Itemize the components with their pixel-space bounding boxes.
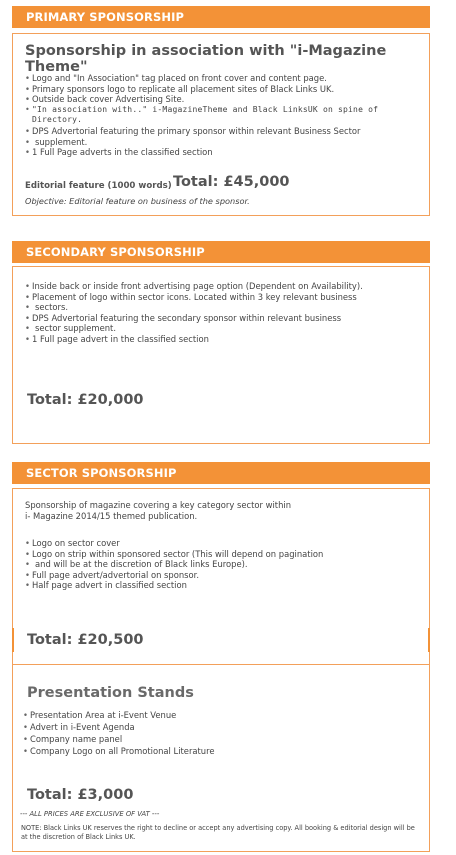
list-item: • Primary sponsors logo to replicate all placement sites of Black Links UK. — [25, 84, 425, 95]
primary-total: Total: £45,000 — [173, 174, 290, 190]
list-item: • Presentation Area at i-Event Venue — [23, 709, 423, 721]
stands-title: Presentation Stands — [27, 685, 194, 701]
booking-note — [21, 824, 431, 842]
secondary-sponsorship-header: SECONDARY SPONSORSHIP — [12, 241, 430, 263]
secondary-bullet-list — [25, 281, 425, 345]
booking-note-line: NOTE: Black Links UK reserves the right to decline or accept any advertising copy. All booking & editorial design will be — [21, 824, 415, 832]
list-item: • Logo on sector cover — [25, 538, 425, 549]
list-item: • "In association with.." i-MagazineTheme and Black LinksUK on spine of Directory. — [25, 105, 425, 126]
sector-total: Total: £20,500 — [27, 632, 144, 648]
primary-title: Sponsorship in association with "i-Magazine Theme" — [25, 43, 387, 75]
list-item: • Logo on strip within sponsored sector (This will depend on pagination — [25, 549, 425, 560]
list-item-continued: • and will be at the discretion of Black links Europe). — [25, 559, 425, 570]
list-item: • 1 Full Page adverts in the classified section — [25, 147, 425, 158]
sector-bullet-list — [25, 538, 425, 591]
primary-bullet-list — [25, 73, 425, 158]
list-item: • DPS Advertorial featuring the primary sponsor within relevant Business Sector — [25, 126, 425, 137]
editorial-feature-label: Editorial feature (1000 words) — [25, 181, 172, 191]
list-item: • Company name panel — [23, 733, 423, 745]
vat-notice: --- ALL PRICES ARE EXCLUSIVE OF VAT --- — [20, 810, 160, 818]
list-item-continued: • sectors. — [25, 302, 425, 313]
list-item: • Full page advert/advertorial on sponsor. — [25, 570, 425, 581]
primary-sponsorship-header: PRIMARY SPONSORSHIP — [12, 6, 430, 28]
sector-sponsorship-header: SECTOR SPONSORSHIP — [12, 462, 430, 484]
presentation-stands-box — [12, 664, 430, 852]
list-item: • DPS Advertorial featuring the secondary sponsor within relevant business — [25, 313, 425, 324]
sector-intro-line: i- Magazine 2014/15 themed publication. — [25, 510, 198, 521]
stands-bullet-list — [23, 709, 423, 757]
secondary-sponsorship-box — [12, 266, 430, 444]
list-item: • Advert in i-Event Agenda — [23, 721, 423, 733]
stands-total: Total: £3,000 — [27, 787, 134, 803]
list-item: • Inside back or inside front advertising page option (Dependent on Availability). — [25, 281, 425, 292]
list-item: • Half page advert in classified section — [25, 580, 425, 591]
list-item-continued: • supplement. — [25, 137, 425, 148]
sector-intro-line: Sponsorship of magazine covering a key category sector within — [25, 500, 292, 510]
booking-note-line: at the discretion of Black Links UK. — [21, 833, 136, 841]
primary-sponsorship-box — [12, 33, 430, 216]
list-item: • Logo and "In Association" tag placed on front cover and content page. — [25, 73, 425, 84]
list-item: • Placement of logo within sector icons. Located within 3 key relevant business — [25, 292, 425, 303]
secondary-total: Total: £20,000 — [27, 392, 144, 408]
primary-objective: Objective: Editorial feature on business of the sponsor. — [25, 196, 250, 206]
list-item: • 1 Full page advert in the classified section — [25, 334, 425, 345]
list-item: • Outside back cover Advertising Site. — [25, 94, 425, 105]
sector-intro — [25, 500, 291, 521]
list-item: • Company Logo on all Promotional Literature — [23, 745, 423, 757]
list-item-continued: • sector supplement. — [25, 323, 425, 334]
